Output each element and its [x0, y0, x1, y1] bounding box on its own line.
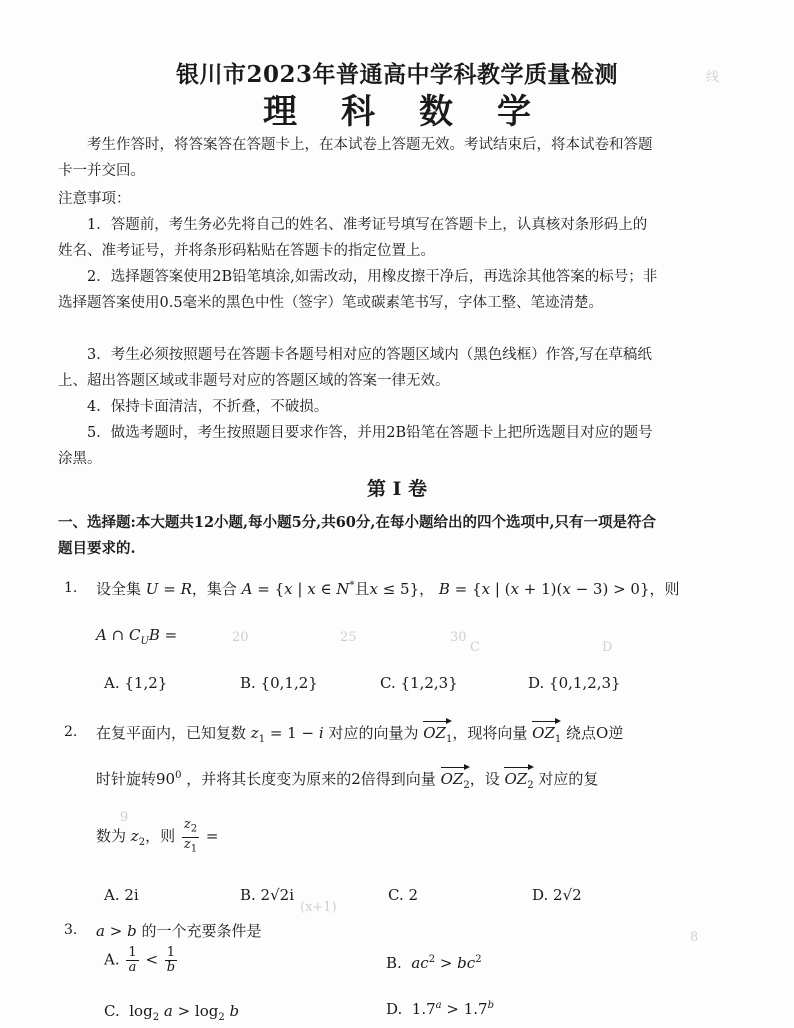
bleed-through-text: (x+1)	[300, 900, 337, 915]
option-label: C.	[104, 1002, 120, 1020]
question-number: 3.	[64, 922, 78, 938]
notice-item-1: 1．答题前，考生务必先将自己的姓名、准考证号填写在答题卡上，认真核对条形码上的姓名、准考证号，并将条形码粘贴在答题卡的指定位置上。	[58, 217, 648, 259]
notice-label: 注意事项：	[58, 191, 131, 207]
option-label: A.	[104, 950, 120, 969]
bleed-through-text: 25	[340, 630, 357, 645]
bleed-through-text: 20	[232, 630, 249, 645]
notice-item-5: 5．做选考题时，考生按照题目要求作答，并用2B铅笔在答题卡上把所选题目对应的题号涂黑。	[58, 425, 653, 467]
notice-item-2: 2．选择题答案使用2B铅笔填涂,如需改动，用橡皮擦干净后，再选涂其他答案的标号；非选择题答案使用0.5毫米的黑色中性（签字）笔或碳素笔书写，字体工整、笔迹清楚。	[58, 269, 658, 311]
q2-text: 绕点O逆	[566, 724, 624, 742]
bleed-through-text: 9	[120, 810, 129, 825]
notice-item-3: 3．考生必须按照题号在答题卡各题号相对应的答题区域内（黑色线框）作答,写在草稿纸上、超出答题区域或非题号对应的答题区域的答案一律无效。	[58, 347, 652, 389]
bleed-through-text: 8	[690, 930, 699, 945]
q1-option-c[interactable]: C. {1,2,3}	[380, 674, 458, 692]
q1-text: 且	[354, 580, 370, 598]
q3-option-b[interactable]: B. $ac^2 > bc^2$	[386, 954, 482, 972]
q2-text: ，则	[145, 827, 176, 846]
q3-option-a[interactable]: A. $\frac{1}{a}$ < $\frac{1}{b}$	[104, 945, 176, 975]
q2-text: 对应的复	[538, 770, 599, 788]
q1-text: 设全集	[96, 580, 142, 598]
q2-text: 时针旋转90	[96, 770, 176, 788]
q1-text: ，则	[649, 580, 680, 598]
bleed-through-text: 线	[706, 70, 720, 85]
q1-option-b[interactable]: B. {0,1,2}	[240, 674, 318, 692]
question-2-line-2: 时针旋转$90^0$ ，并将其长度变为原来的2倍得到向量 $OZ_2$，设 $OZ_2$ 对应的复	[96, 766, 598, 791]
question-2-line-3: 数为 $z_2$，则 $\frac{z_2}{z_1}$ =	[96, 817, 219, 855]
option-label: D.	[386, 1000, 403, 1018]
q2-text: 数为	[96, 827, 127, 846]
question-3-stem: a > b 的一个充要条件是	[96, 922, 262, 940]
q3-text: 的一个充要条件是	[141, 922, 262, 940]
intro-paragraph: 考生作答时，将答案答在答题卡上，在本试卷上答题无效。考试结束后，将本试卷和答题卡一并交回。	[58, 137, 653, 179]
q3-option-d[interactable]: D. 1.7$^a$ > 1.7$^b$	[386, 1000, 495, 1018]
question-number: 1.	[64, 580, 78, 596]
q2-option-a[interactable]: A. 2i	[104, 886, 139, 904]
q2-text: 对应的向量为	[328, 724, 419, 742]
question-1-stem: 设全集 U = R，集合 A = {x | x ∈ N*且x ≤ 5}， B = {x | (x + 1)(x − 3) > 0}，则	[96, 580, 680, 598]
q2-option-b[interactable]: B. 2√2i	[240, 886, 295, 904]
bleed-through-text: C	[470, 640, 480, 655]
q3-option-c[interactable]: C. $\log_2 a > \log_2 b$	[104, 1002, 240, 1023]
q1-option-d[interactable]: D. {0,1,2,3}	[528, 674, 621, 692]
option-label: B.	[386, 954, 402, 972]
q2-option-c[interactable]: C. 2	[388, 886, 419, 904]
q2-text: ，设	[469, 770, 500, 788]
question-number: 2.	[64, 724, 78, 740]
q2-text: 在复平面内，已知复数	[96, 724, 247, 742]
q1-option-a[interactable]: A. {1,2}	[104, 674, 168, 692]
fraction: $\frac{z_2}{z_1}$	[183, 817, 198, 855]
subject-title: 理科数学	[263, 92, 575, 132]
bleed-through-text: 30	[450, 630, 467, 645]
notice-item-4: 4．保持卡面清洁，不折叠，不破损。	[87, 399, 329, 415]
question-1-expression: A ∩ $C_UB$ =	[96, 626, 178, 647]
bleed-through-text: D	[602, 640, 613, 655]
section-heading: 一、选择题:本大题共12小题,每小题5分,共60分,在每小题给出的四个选项中,只有一项是符合题目要求的.	[58, 514, 656, 557]
exam-title: 银川市2023年普通高中学科教学质量检测	[175, 61, 618, 88]
q2-option-d[interactable]: D. 2√2	[532, 886, 582, 904]
section-title: 第 I 卷	[366, 478, 428, 500]
q2-text: ，现将向量	[452, 724, 528, 742]
q1-text: ，集合	[191, 580, 237, 598]
question-2-line-1: 在复平面内，已知复数 $z_1 = 1 - i$ 对应的向量为 $OZ_1$，现将向量 $OZ_1$ 绕点O逆	[96, 720, 623, 745]
q2-text: ，并将其长度变为原来的2倍得到向量	[186, 770, 436, 788]
